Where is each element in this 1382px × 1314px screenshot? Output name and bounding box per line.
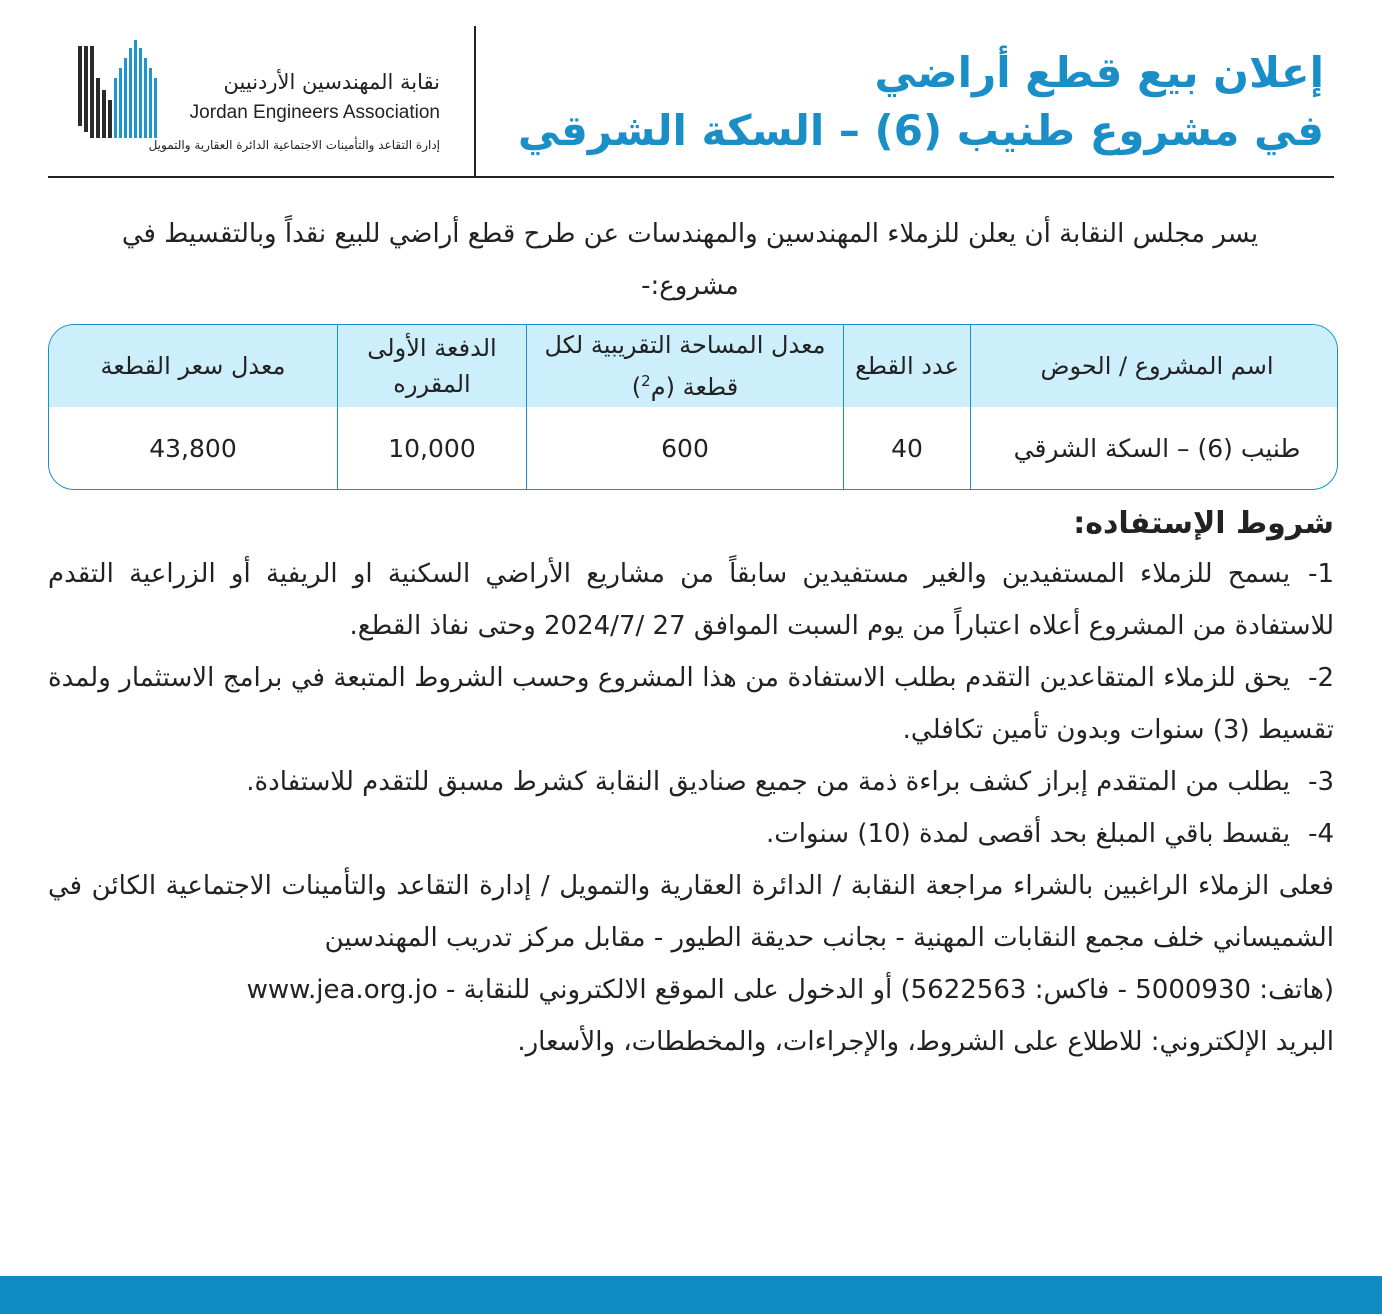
header-down-payment: الدفعة الأولى المقرره [338, 325, 527, 407]
condition-item [48, 652, 1334, 756]
jea-logo-icon [74, 38, 170, 140]
title-line-2: في مشروع طنيب (6) – السكة الشرقي [517, 106, 1324, 155]
condition-text: يسمح للزملاء المستفيدين والغير مستفيدين سابقاً من مشاريع الأراضي السكنية او الريفية أو الزراعية التقدم للاستفادة من المشروع أعلاه اعتباراً من يوم السبت الموافق 27 /2024/7 وحتى نفاذ القطع. [48, 559, 1334, 641]
condition-number: 2- [1308, 663, 1334, 693]
contact-phone-fax: (هاتف: 5000930 - فاكس: 5622563) أو الدخول على الموقع الالكتروني للنقابة - [446, 975, 1334, 1005]
email-line: البريد الإلكتروني: للاطلاع على الشروط، والإجراءات، والمخططات، والأسعار. [517, 1027, 1334, 1057]
website-link[interactable]: www.jea.org.jo [246, 975, 438, 1005]
condition-text: يحق للزملاء المتقاعدين التقدم بطلب الاستفادة من هذا المشروع وحسب الشروط المتبعة في برامج الاستثمار ولمدة تقسيط (3) سنوات وبدون تأمين تكافلي. [48, 663, 1334, 745]
header-rule [48, 176, 1334, 178]
header-project: اسم المشروع / الحوض [971, 325, 1339, 407]
header-area-text: معدل المساحة التقريبية لكل قطعة (م [544, 331, 826, 401]
table-row [49, 407, 1338, 489]
conditions-title: شروط الإستفاده: [1073, 506, 1334, 541]
org-name-english: Jordan Engineers Association [189, 102, 440, 123]
logo-block [48, 26, 468, 176]
cell-price: 43,800 [149, 433, 237, 463]
org-department: إدارة التقاعد والتأمينات الاجتماعية الدائرة العقارية والتمويل [148, 138, 440, 152]
contact-paragraph: فعلى الزملاء الراغبين بالشراء مراجعة النقابة / الدائرة العقارية والتمويل / إدارة التقاعد والتأمينات الاجتماعية الكائن في الشميساني خلف مجمع النقابات المهنية - بجانب حديقة الطيور - مقابل مركز تدريب المهندسين [48, 871, 1334, 953]
org-name-arabic: نقابة المهندسين الأردنيين [223, 70, 440, 94]
header-area-sup: 2 [641, 372, 651, 390]
cell-area: 600 [527, 407, 844, 489]
cell-count: 40 [844, 407, 971, 489]
header-count: عدد القطع [844, 325, 971, 407]
condition-item [48, 808, 1334, 860]
bottom-bar [0, 1276, 1382, 1314]
cell-project: طنيب (6) – السكة الشرقي [971, 407, 1339, 489]
intro-text: يسر مجلس النقابة أن يعلن للزملاء المهندسين والمهندسات عن طرح قطع أراضي للبيع نقداً وبالتقسيط في مشروع:- [121, 219, 1259, 301]
cell-down-payment: 10,000 [338, 407, 527, 489]
condition-number: 1- [1308, 559, 1334, 589]
lots-table [48, 324, 1338, 490]
header-area-close: ) [631, 373, 642, 401]
title-line-1: إعلان بيع قطع أراضي [874, 48, 1324, 97]
contact-line [48, 964, 1334, 1016]
condition-number: 3- [1308, 767, 1334, 797]
header-area [527, 325, 844, 407]
condition-text: يطلب من المتقدم إبراز كشف براءة ذمة من جميع صناديق النقابة كشرط مسبق للتقدم للاستفادة. [246, 767, 1291, 797]
condition-text: يقسط باقي المبلغ بحد أقصى لمدة (10) سنوات. [766, 819, 1291, 849]
condition-item [48, 756, 1334, 808]
announcement-title [476, 26, 1334, 176]
table-header-row [49, 325, 1338, 407]
conditions-body [48, 548, 1334, 1068]
condition-item [48, 548, 1334, 652]
header-price: معدل سعر القطعة [49, 325, 338, 407]
condition-number: 4- [1308, 819, 1334, 849]
header [48, 26, 1334, 176]
